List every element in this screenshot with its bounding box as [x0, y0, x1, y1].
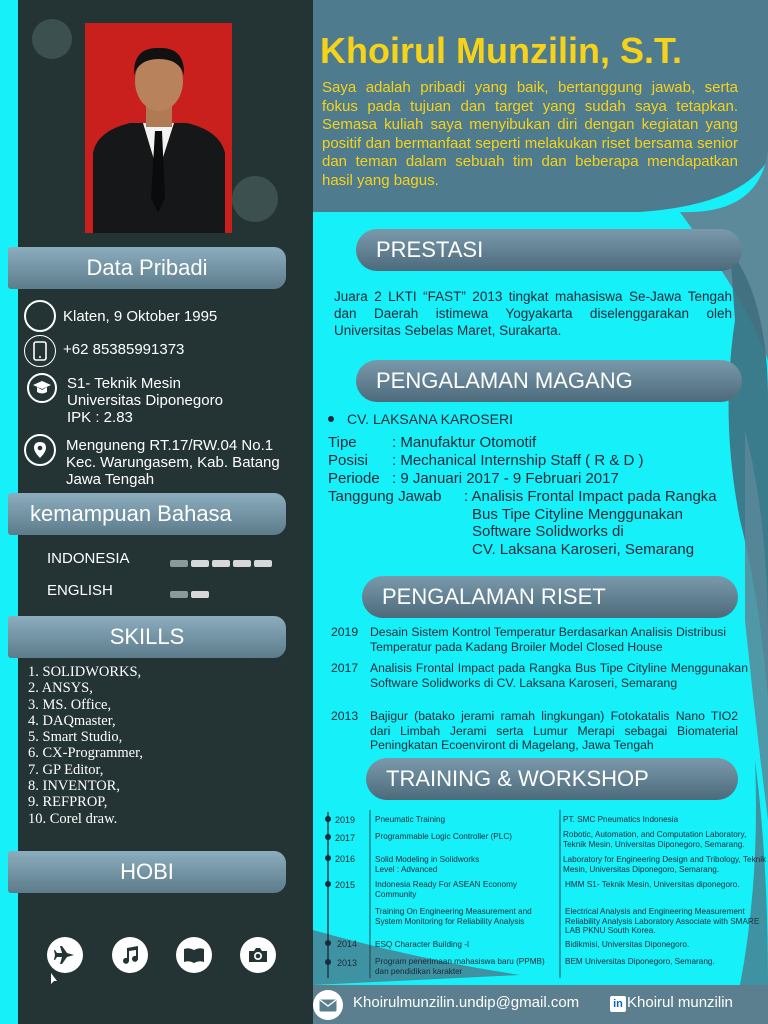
language-level-dot — [191, 591, 209, 598]
training-name: ESQ Character Building -I — [375, 940, 470, 949]
training-year: 2017 — [335, 833, 356, 843]
research-text: Analisis Frontal Impact pada Rangka Bus Tipe Cityline Menggunakan Software Solidworks di CV. Laksana Karoseri, Semarang — [370, 661, 748, 690]
research-text: Desain Sistem Kontrol Temperatur Berdasarkan Analisis Distribusi Temperatur pada Kadang Broiler Model Closed House — [370, 625, 727, 654]
language-banner — [8, 493, 286, 535]
personal-data-banner — [8, 247, 286, 289]
timeline-dot — [325, 959, 331, 965]
language-english: ENGLISH — [47, 582, 113, 599]
internship-label: Tipe — [328, 434, 357, 451]
email-icon — [313, 990, 343, 1020]
timeline-dot — [325, 834, 331, 840]
internship-row — [328, 434, 536, 452]
airplane-icon — [47, 937, 83, 973]
address-line: Jawa Tengah — [66, 471, 155, 488]
research-year: 2013 — [331, 709, 359, 723]
bullet-icon — [328, 416, 334, 422]
skill-item: 8. INVENTOR, — [28, 778, 120, 795]
training-title: TRAINING & WORKSHOP — [386, 766, 649, 791]
profile-summary: Saya adalah pribadi yang baik, bertanggung jawab, serta fokus pada tujuan dan target yang sudah saya tetapkan. Semasa kuliah saya menyibukan diri dengan kegiatan yang positif dan bermanfaat seperti melakukan riset bersama senior dan teman dalam sebuah tim dan beberapa mendapatkan hasil yang bagus. — [322, 79, 738, 189]
calendar-icon — [24, 300, 56, 332]
research-banner — [362, 576, 738, 618]
language-level-dot — [191, 560, 209, 567]
internship-value: : Manufaktur Otomotif — [392, 434, 537, 451]
training-org: Laboratory for Engineering Design and Tribology, Teknik Mesin, Universitas Diponegoro, Semarang. — [563, 855, 767, 874]
internship-company: CV. LAKSANA KAROSERI — [347, 411, 513, 427]
email-link[interactable]: Khoirulmunzilin.undip@gmail.com — [353, 994, 580, 1011]
internship-duty — [464, 488, 717, 558]
prestasi-banner — [356, 229, 742, 271]
training-name: Program penerimaan mahasiswa baru (PPMB) dan pendidikan karakter — [375, 957, 545, 976]
book-icon — [176, 937, 212, 973]
prestasi-title: PRESTASI — [376, 237, 484, 262]
language-title: kemampuan Bahasa — [30, 501, 232, 526]
training-year: 2015 — [335, 880, 356, 890]
skill-item: 3. MS. Office, — [28, 696, 112, 713]
skill-item: 2. ANSYS, — [28, 680, 93, 697]
profile-photo — [85, 23, 232, 233]
hobby-banner — [8, 851, 286, 893]
skills-banner — [8, 616, 286, 658]
training-org: BEM Universitas Diponegoro, Semarang. — [565, 957, 715, 966]
skills-title: SKILLS — [109, 624, 185, 649]
research-title: PENGALAMAN RISET — [382, 584, 606, 609]
timeline-dot — [325, 816, 331, 822]
full-name: Khoirul Munzilin, S.T. — [320, 30, 682, 71]
skill-item: 5. Smart Studio, — [28, 729, 123, 746]
personal-data-title: Data Pribadi — [86, 255, 208, 280]
training-org: Robotic, Automation, and Computation Laboratory, Teknik Mesin, Universitas Diponegoro, Semarang. — [563, 830, 747, 849]
timeline-dot — [325, 940, 331, 946]
prestasi-text: Juara 2 LKTI “FAST” 2013 tingkat mahasiswa Se-Jawa Tengah dan Daerah istimewa Yogyakarta diselenggarakan oleh Universitas Sebelas Maret, Surakarta. — [334, 289, 732, 338]
skill-item: 6. CX-Programmer, — [28, 745, 143, 762]
cursor-arrow-icon — [50, 972, 58, 991]
education-gpa: IPK : 2.83 — [67, 409, 133, 426]
training-name: Training On Engineering Measurement and System Monitoring for Reliability Analysis — [375, 907, 532, 926]
language-indonesia: INDONESIA — [47, 550, 130, 567]
training-name: Indonesia Ready For ASEAN Economy Community — [375, 880, 517, 899]
internship-value: : Mechanical Internship Staff ( R & D ) — [392, 452, 644, 469]
language-level-dot — [170, 560, 188, 567]
training-year: 2013 — [337, 958, 358, 968]
duty-line: CV. Laksana Karoseri, Semarang — [472, 540, 695, 558]
internship-duty-label: Tanggung Jawab — [328, 488, 442, 505]
skill-item: 4. DAQmaster, — [28, 712, 116, 729]
skill-item: 10. Corel draw. — [28, 810, 118, 827]
music-icon — [112, 937, 148, 973]
training-banner — [366, 758, 738, 800]
training-org: HMM S1- Teknik Mesin, Universitas diponegoro. — [565, 880, 740, 889]
training-org: PT. SMC Pneumatics Indonesia — [563, 815, 679, 824]
linkedin-icon: in — [610, 996, 626, 1012]
phone-icon — [24, 335, 56, 367]
duty-line: Bus Tipe Cityline Menggunakan — [472, 505, 683, 523]
training-year: 2016 — [335, 854, 356, 864]
decorative-circle — [232, 176, 278, 222]
education-university: Universitas Diponegoro — [67, 392, 223, 409]
training-org: Electrical Analysis and Engineering Measurement Reliability Analysis Laboratory Associate with SMARE LAB PKNU South Korea. — [565, 907, 760, 935]
education-degree: S1- Teknik Mesin — [67, 375, 181, 392]
training-name: Solid Modeling in Solidworks Level : Advanced — [375, 855, 480, 874]
camera-icon — [240, 937, 276, 973]
phone-number: +62 85385991373 — [63, 341, 185, 358]
research-text: Bajigur (batako jerami ramah lingkungan) Fotokatalis Nano TIO2 dari Limbah Jerami serta Lumur Merapi sebagai Biomaterial Peningkatan Ecoenviront di Magelang, Jawa Tengah — [370, 709, 738, 752]
training-year: 2019 — [335, 815, 356, 825]
skills-list — [28, 664, 143, 827]
training-name: Programmable Logic Controller (PLC) — [375, 832, 512, 841]
timeline-dot — [325, 881, 331, 887]
skill-item: 9. REFPROP, — [28, 794, 108, 811]
hobby-title: HOBI — [120, 859, 174, 884]
language-level-dot — [233, 560, 251, 567]
research-year: 2019 — [331, 625, 359, 639]
birth-info: Klaten, 9 Oktober 1995 — [63, 308, 218, 325]
address-info — [66, 437, 280, 488]
internship-row — [328, 452, 644, 470]
location-pin-icon — [24, 434, 56, 466]
training-org: Bidikmisi, Universitas Diponegoro. — [565, 940, 690, 949]
decorative-circle — [32, 19, 72, 59]
address-line: Kec. Warungasem, Kab. Batang — [66, 454, 280, 471]
education-info — [67, 375, 223, 426]
internship-label: Posisi — [328, 452, 369, 469]
language-level-dot — [254, 560, 272, 567]
skill-item: 7. GP Editor, — [28, 761, 104, 778]
linkedin-link[interactable]: Khoirul munzilin — [627, 994, 733, 1011]
training-year: 2014 — [337, 939, 358, 949]
graduation-cap-icon — [27, 373, 57, 403]
internship-row — [328, 470, 619, 488]
internship-label: Periode — [328, 470, 380, 487]
internship-value: : 9 Januari 2017 - 9 Februari 2017 — [392, 470, 619, 487]
language-level-dot — [212, 560, 230, 567]
address-line: Menguneng RT.17/RW.04 No.1 — [66, 437, 274, 454]
timeline-dot — [325, 855, 331, 861]
internship-title: PENGALAMAN MAGANG — [376, 368, 633, 393]
training-name: Pneumatic Training — [375, 815, 446, 824]
skill-item: 1. SOLIDWORKS, — [28, 664, 142, 680]
duty-line: : Analisis Frontal Impact pada Rangka — [464, 488, 717, 505]
duty-line: Software Solidworks di — [472, 523, 624, 540]
language-level-dot — [170, 591, 188, 598]
research-year: 2017 — [331, 661, 359, 675]
internship-banner — [356, 360, 742, 402]
